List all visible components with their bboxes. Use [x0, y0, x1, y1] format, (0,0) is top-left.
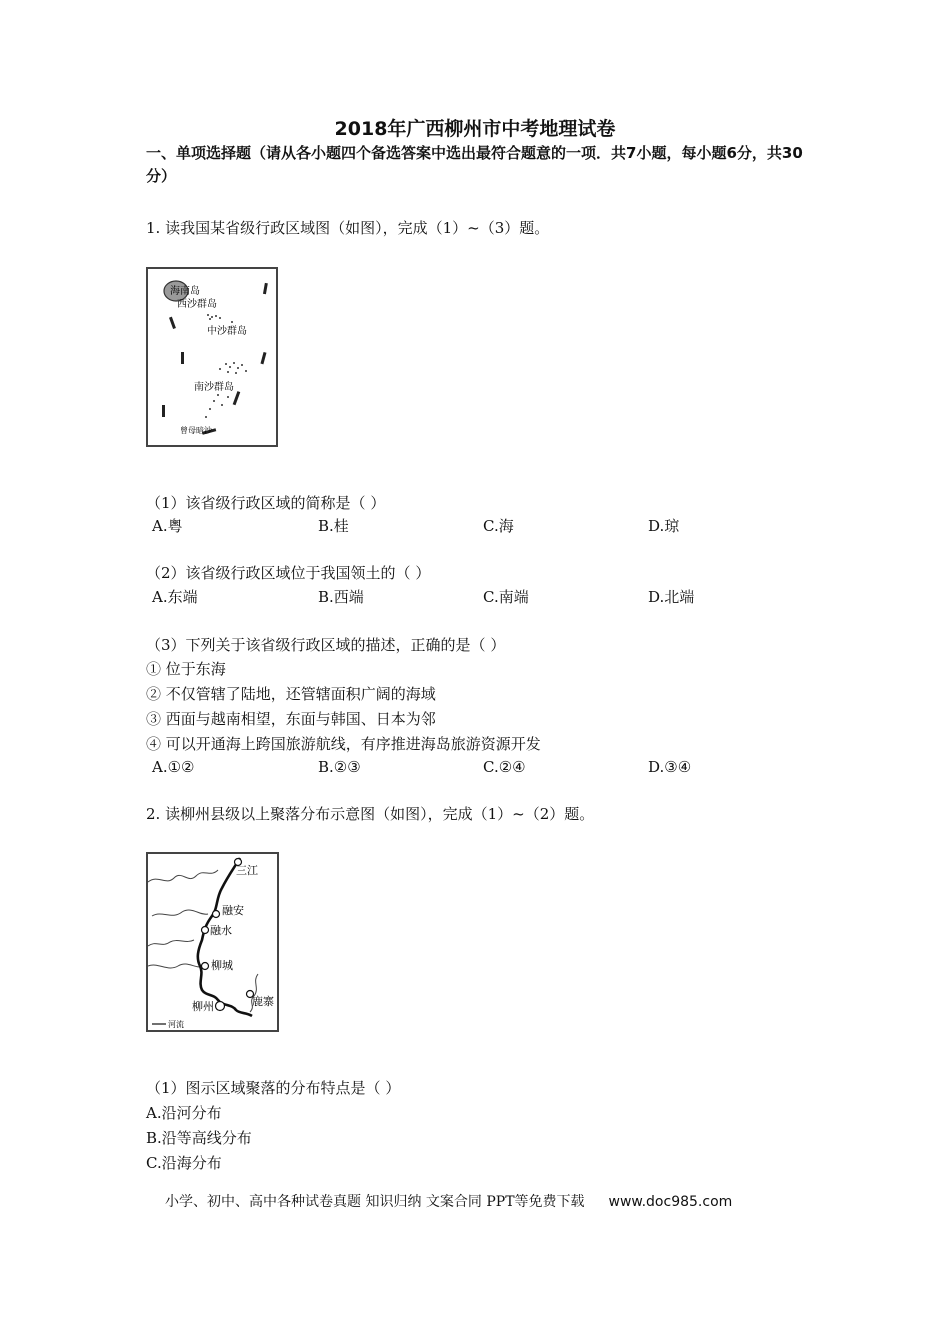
q1-sub2-text: （2）该省级行政区域位于我国领土的（ ） — [146, 564, 431, 582]
map-label-sanjiang: 三江 — [236, 864, 258, 877]
q1-sub1-option-b[interactable]: B.桂 — [318, 517, 349, 535]
map-label-zhongsha: 中沙群岛 — [207, 326, 247, 337]
q1-sub2-option-a[interactable]: A.东端 — [152, 588, 198, 606]
map-label-xisha: 西沙群岛 — [177, 299, 217, 310]
q2-sub1-text: （1）图示区域聚落的分布特点是（ ） — [146, 1079, 401, 1097]
q2-sub1-option-b[interactable]: B.沿等高线分布 — [146, 1129, 252, 1147]
liuzhou-map-graphic — [148, 854, 277, 1030]
q1-sub2-option-c[interactable]: C.南端 — [483, 588, 529, 606]
q1-sub1-text: （1）该省级行政区域的简称是（ ） — [146, 494, 386, 512]
q1-sub1-option-a[interactable]: A.粤 — [152, 517, 183, 535]
q1-sub1-option-d[interactable]: D.琼 — [648, 517, 680, 535]
q1-sub3-text: （3）下列关于该省级行政区域的描述，正确的是（ ） — [146, 636, 506, 654]
footer-text: 小学、初中、高中各种试卷真题 知识归纳 文案合同 PPT等免费下载 — [165, 1194, 585, 1210]
map-label-liuzhou: 柳州 — [192, 1000, 214, 1013]
document-title: 2018年广西柳州市中考地理试卷 — [334, 118, 616, 140]
q1-sub2-option-d[interactable]: D.北端 — [648, 588, 695, 606]
liuzhou-map — [146, 852, 279, 1032]
map-label-nansha: 南沙群岛 — [194, 382, 234, 393]
map-label-zengmu: 曾母暗沙 — [180, 426, 212, 435]
q1-sub1-option-c[interactable]: C.海 — [483, 517, 514, 535]
q1-sub3-statement-2: ② 不仅管辖了陆地，还管辖面积广阔的海域 — [146, 685, 436, 703]
q1-sub3-statement-3: ③ 西面与越南相望，东面与韩国、日本为邻 — [146, 710, 436, 728]
q1-sub3-option-b[interactable]: B.②③ — [318, 758, 361, 776]
q1-sub3-statement-1: ① 位于东海 — [146, 660, 226, 678]
question-2-stem: 2. 读柳州县级以上聚落分布示意图（如图），完成（1）~（2）题。 — [146, 805, 595, 823]
map-label-rongan: 融安 — [222, 904, 244, 917]
q2-sub1-option-c[interactable]: C.沿海分布 — [146, 1154, 222, 1172]
q1-sub2-option-b[interactable]: B.西端 — [318, 588, 364, 606]
map-label-rongshui: 融水 — [210, 924, 232, 937]
q2-sub1-option-a[interactable]: A.沿河分布 — [146, 1104, 222, 1122]
hainan-map — [146, 267, 278, 447]
legend-river-label: 河流 — [168, 1020, 184, 1029]
map-label-luzhai: 鹿寨 — [252, 995, 274, 1008]
footer-site-link[interactable]: www.doc985.com — [608, 1194, 733, 1210]
hainan-map-graphic — [148, 269, 276, 445]
map-label-liucheng: 柳城 — [211, 959, 233, 972]
question-1-stem: 1. 读我国某省级行政区域图（如图），完成（1）~（3）题。 — [146, 219, 550, 237]
q1-sub3-statement-4: ④ 可以开通海上跨国旅游航线，有序推进海岛旅游资源开发 — [146, 735, 541, 753]
map-label-hainan: 海南岛 — [170, 286, 200, 297]
main-river — [198, 858, 252, 1016]
section-heading: 一、单项选择题（请从各小题四个备选答案中选出最符合题意的一项．共7小题，每小题6分，共30分） — [146, 144, 803, 185]
page-footer — [165, 1191, 732, 1211]
q1-sub3-option-a[interactable]: A.①② — [152, 758, 195, 776]
q1-sub3-option-d[interactable]: D.③④ — [648, 758, 692, 776]
q1-sub3-option-c[interactable]: C.②④ — [483, 758, 526, 776]
